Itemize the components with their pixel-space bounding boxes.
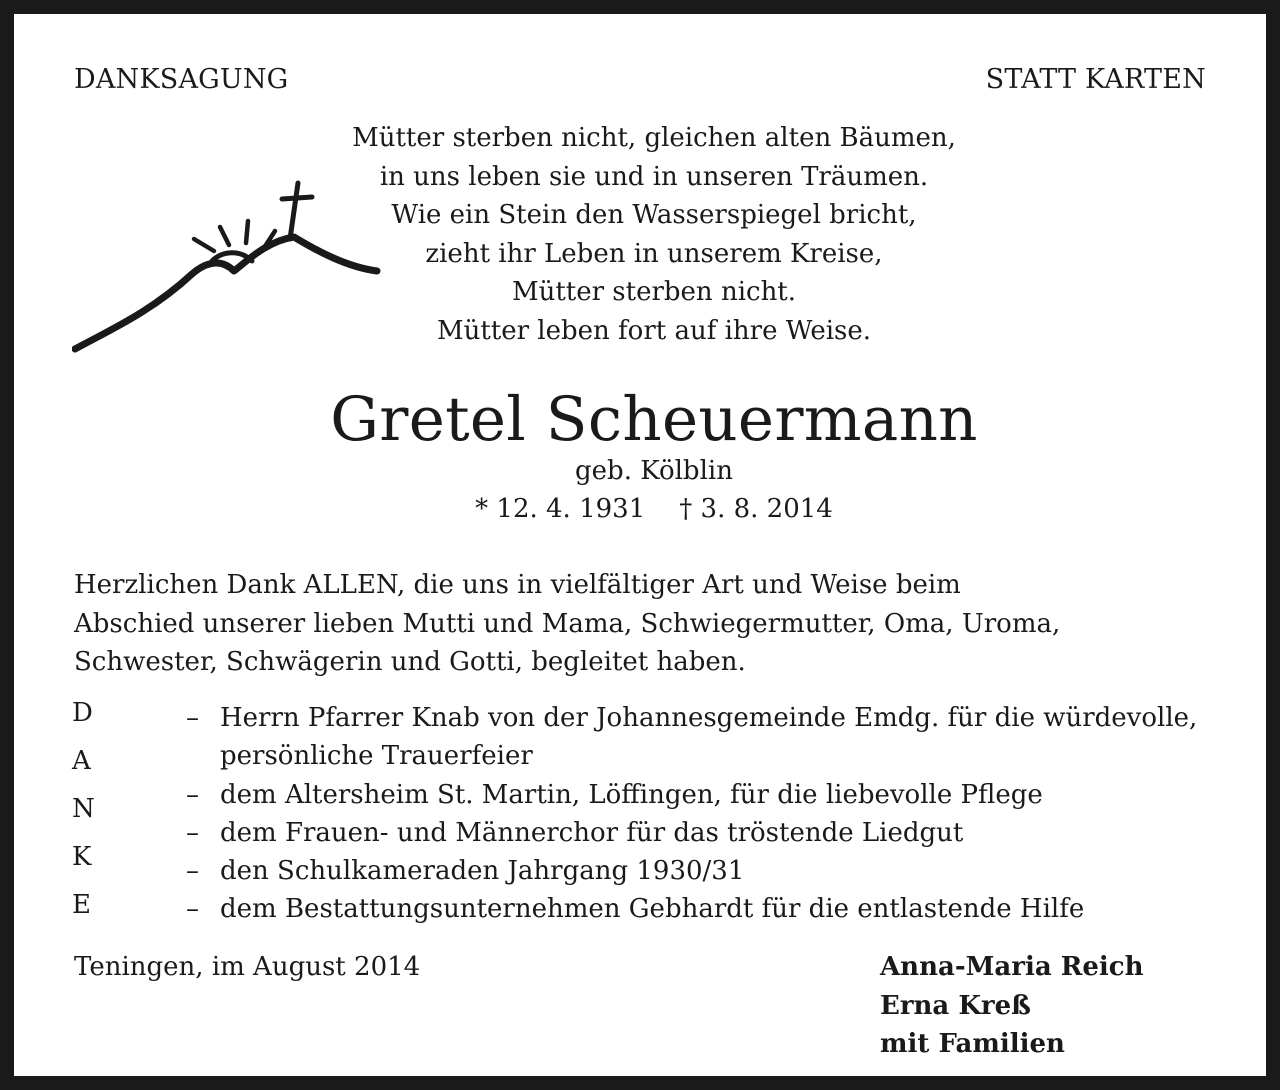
poem-line: Mütter leben fort auf ihre Weise. — [436, 315, 872, 346]
dash: – — [186, 703, 199, 733]
thanks-line: Herzlichen Dank ALLEN, die uns in vielfältiger Art und Weise beim — [74, 570, 961, 600]
danke-item — [186, 852, 1226, 890]
poem-line: Mütter sterben nicht, gleichen alten Bäumen, — [352, 123, 956, 153]
danke-letter-e: E — [72, 890, 91, 920]
danke-item-text: den Schulkameraden Jahrgang 1930/31 — [220, 856, 745, 887]
signatures — [880, 948, 1143, 1064]
signature-line: mit Familien — [880, 1029, 1065, 1059]
poem-line: in uns leben sie und in unseren Träumen. — [379, 161, 929, 192]
poem-line: Wie ein Stein den Wasserspiegel bricht, — [391, 200, 917, 230]
death-date: † 3. 8. 2014 — [679, 494, 833, 524]
danke-item-text: Herrn Pfarrer Knab von der Johannesgemeinde Emdg. für die würdevolle, — [220, 703, 1198, 733]
signature-line: Anna-Maria Reich — [880, 952, 1144, 982]
poem-line: zieht ihr Leben in unserem Kreise, — [425, 238, 883, 269]
danke-letter-k: K — [72, 842, 92, 872]
dash: – — [186, 817, 199, 848]
danke-letter-n: N — [72, 794, 95, 824]
danke-item — [186, 699, 1226, 737]
place-date: Teningen, im August 2014 — [74, 952, 421, 982]
thanks-line: Abschied unserer lieben Mutti und Mama, Schwiegermutter, Oma, Uroma, — [74, 608, 1061, 639]
thanks-paragraph — [74, 566, 1234, 682]
danke-item — [186, 814, 1226, 852]
danke-list — [186, 699, 1226, 929]
danke-item — [186, 737, 1226, 775]
thanks-line: Schwester, Schwägerin und Gotti, begleitet haben. — [74, 647, 746, 677]
deceased-name: Gretel Scheuermann — [330, 384, 978, 455]
danke-item — [186, 776, 1226, 814]
header-danksagung: DANKSAGUNG — [74, 64, 289, 95]
poem-line: Mütter sterben nicht. — [511, 277, 797, 307]
signature-line: Erna Kreß — [880, 990, 1031, 1021]
poem — [304, 119, 1004, 350]
dash: – — [186, 779, 199, 810]
danke-item-text: persönliche Trauerfeier — [220, 741, 533, 772]
header-statt-karten: STATT KARTEN — [985, 64, 1206, 95]
dash: – — [186, 856, 199, 887]
danke-letter-a: A — [72, 746, 91, 776]
dash: – — [186, 894, 199, 925]
life-dates — [14, 492, 1280, 526]
birth-name: geb. Kölblin — [575, 456, 733, 486]
danke-item-text: dem Bestattungsunternehmen Gebhardt für die entlastende Hilfe — [220, 894, 1085, 925]
danke-item — [186, 890, 1226, 928]
danke-item-text: dem Altersheim St. Martin, Löffingen, für die liebevolle Pflege — [220, 779, 1043, 810]
danke-item-text: dem Frauen- und Männerchor für das tröstende Liedgut — [220, 817, 964, 848]
birth-date: * 12. 4. 1931 — [475, 494, 646, 524]
danke-letter-d: D — [72, 698, 93, 728]
